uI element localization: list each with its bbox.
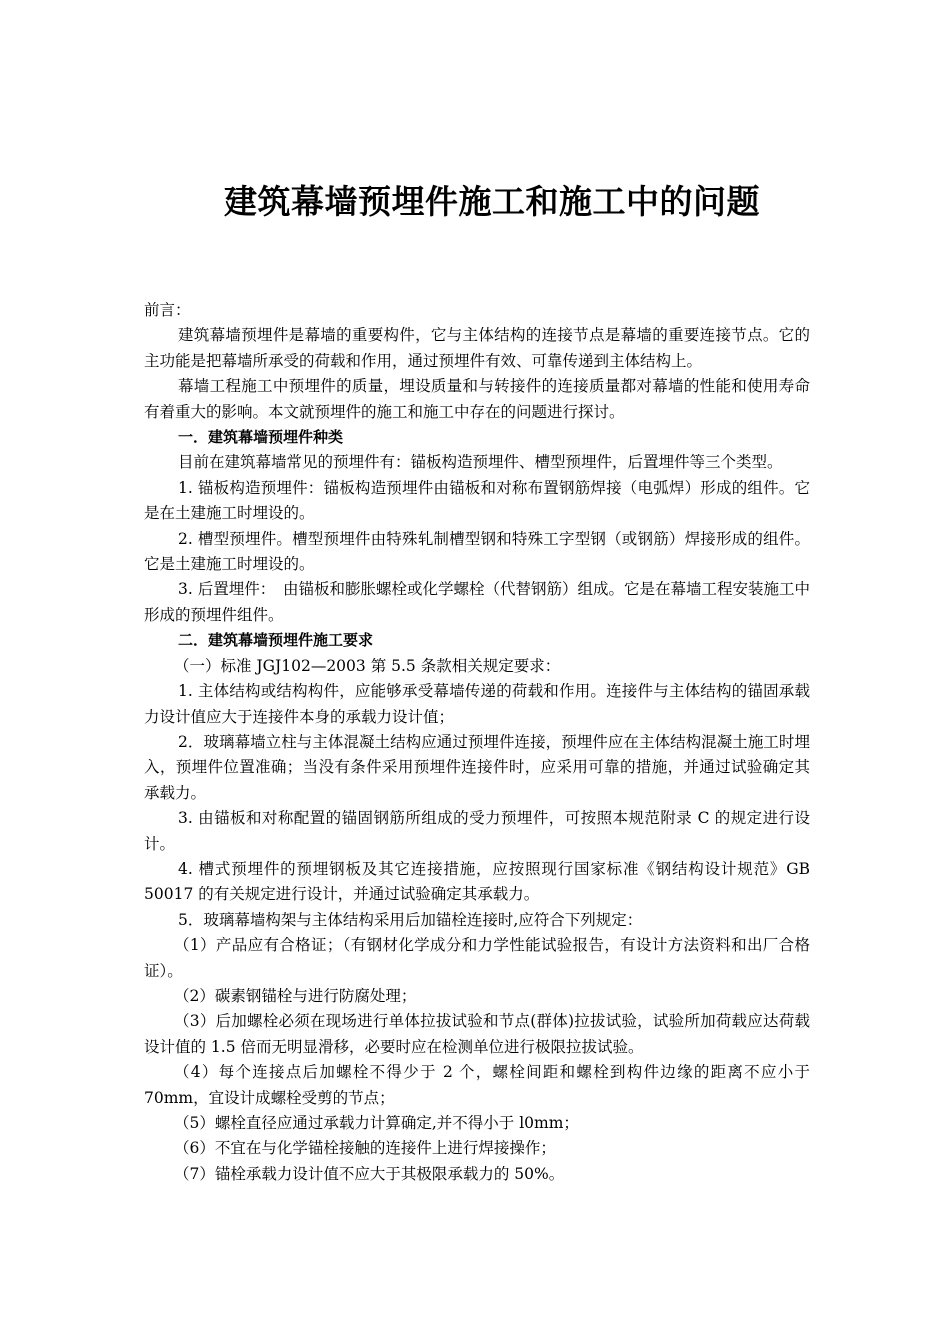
sub-list-item: （7）锚栓承载力设计值不应大于其极限承载力的 50%。 [174, 1164, 565, 1183]
list-item: 1. 锚板构造预埋件：锚板构造预埋件由锚板和对称布置钢筋焊接（电弧焊）形成的组件。它是在土建施工时埋设的。 [144, 478, 810, 523]
list-item: 4. 槽式预埋件的预埋钢板及其它连接措施，应按照现行国家标准《钢结构设计规范》GB 50017 的有关规定进行设计，并通过试验确定其承载力。 [144, 859, 810, 904]
subsection-heading: （一）标准 JGJ102—2003 第 5.5 条款相关规定要求： [174, 656, 561, 675]
preface-label: 前言： [144, 301, 191, 319]
sub-list-item: （6）不宜在与化学锚栓接触的连接件上进行焊接操作； [174, 1139, 556, 1158]
document-title: 建筑幕墙预埋件施工和施工中的问题 [224, 182, 760, 221]
sub-list-item: （3）后加螺栓必须在现场进行单体拉拔试验和节点(群体)拉拔试验，试验所加荷载应达荷载设计值的 1.5 倍而无明显滑移，必要时应在检测单位进行极限拉拔试验。 [144, 1012, 810, 1056]
list-item: 3. 由锚板和对称配置的锚固钢筋所组成的受力预埋件，可按照本规范附录 C 的规定进行设计。 [144, 809, 810, 853]
list-item: 3. 后置埋件： 由锚板和膨胀螺栓或化学螺栓（代替钢筋）组成。它是在幕墙工程安装施工中形成的预埋件组件。 [144, 580, 810, 624]
document-body [144, 298, 810, 1187]
sub-list-item: （1）产品应有合格证；（有钢材化学成分和力学性能试验报告，有设计方法资料和出厂合格证）。 [144, 936, 810, 980]
sub-list-item: （4）每个连接点后加螺栓不得少于 2 个，螺栓间距和螺栓到构件边缘的距离不应小于 70mm，宜设计成螺栓受剪的节点； [144, 1063, 810, 1107]
list-item: 2．玻璃幕墙立柱与主体混凝土结构应通过预埋件连接，预埋件应在主体结构混凝土施工时埋入，预埋件位置准确；当没有条件采用预埋件连接件时，应采用可靠的措施，并通过试验确定其承载力。 [144, 732, 810, 802]
paragraph: 幕墙工程施工中预埋件的质量，埋设质量和与转接件的连接质量都对幕墙的性能和使用寿命有着重大的影响。本文就预埋件的施工和施工中存在的问题进行探讨。 [144, 377, 810, 421]
list-item: 2. 槽型预埋件。槽型预埋件由特殊轧制槽型钢和特殊工字型钢（或钢筋）焊接形成的组件。它是土建施工时埋设的。 [144, 529, 810, 574]
section-heading: 二．建筑幕墙预埋件施工要求 [178, 631, 374, 650]
list-item: 5．玻璃幕墙构架与主体结构采用后加锚栓连接时,应符合下列规定： [178, 910, 643, 929]
sub-list-item: （5）螺栓直径应通过承载力计算确定,并不得小于 l0mm； [174, 1114, 579, 1132]
section-heading: 一．建筑幕墙预埋件种类 [178, 428, 344, 447]
list-item: 1. 主体结构或结构构件，应能够承受幕墙传递的荷载和作用。连接件与主体结构的锚固承载力设计值应大于连接件本身的承载力设计值； [144, 682, 810, 726]
sub-list-item: （2）碳素钢锚栓与进行防腐处理； [174, 986, 417, 1005]
paragraph: 建筑幕墙预埋件是幕墙的重要构件，它与主体结构的连接节点是幕墙的重要连接节点。它的主功能是把幕墙所承受的荷载和作用，通过预埋件有效、可靠传递到主体结构上。 [144, 326, 810, 370]
paragraph: 目前在建筑幕墙常见的预埋件有：锚板构造预埋件、槽型预埋件，后置埋件等三个类型。 [178, 453, 783, 472]
